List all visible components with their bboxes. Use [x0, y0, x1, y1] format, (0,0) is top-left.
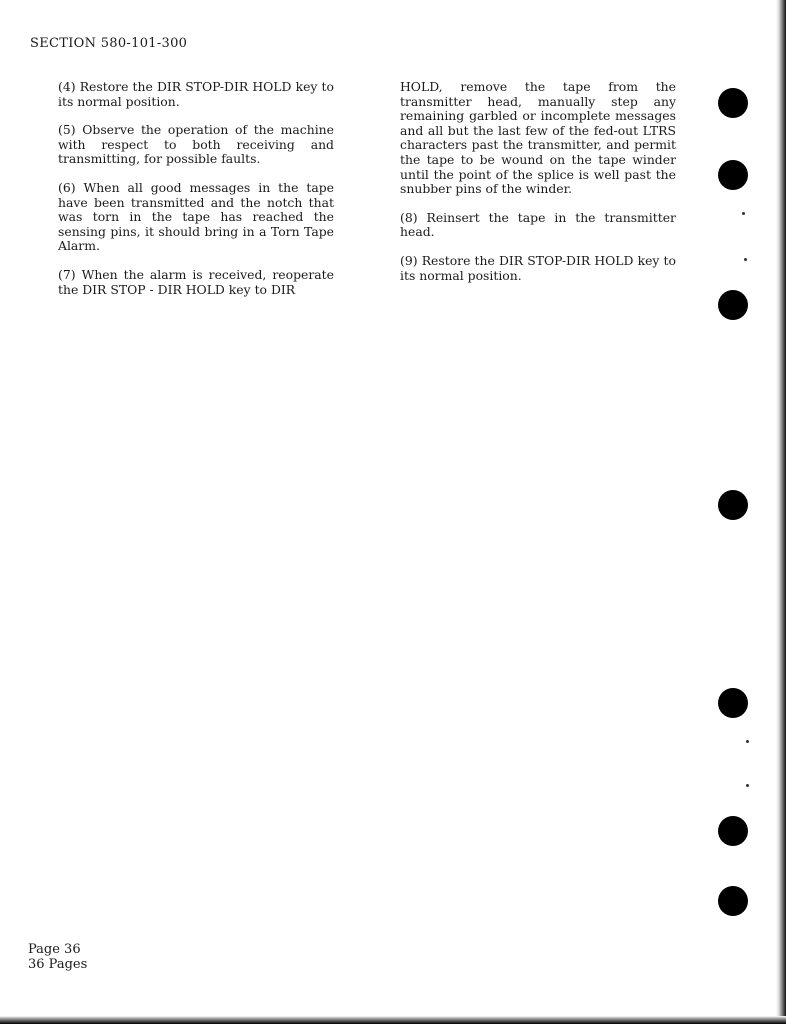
step-number: (9)	[400, 252, 418, 268]
left-column	[58, 80, 334, 311]
step-7-continued	[400, 80, 676, 197]
step-4	[58, 80, 334, 109]
punch-hole-icon	[718, 88, 748, 118]
page-footer	[28, 942, 87, 972]
section-header: SECTION 580-101-300	[30, 36, 188, 51]
step-number: (8)	[400, 209, 418, 225]
step-number: (4)	[58, 79, 76, 94]
step-text: Observe the operation of the machine with respect to both receiving and transmitting, for possible faults.	[58, 122, 334, 167]
step-text: When all good messages in the tape have been transmitted and the notch that was torn in the tape has reached the sensing pins, it should bring in a Torn Tape Alarm.	[58, 179, 334, 254]
punch-hole-icon	[718, 886, 748, 916]
step-text: HOLD, remove the tape from the transmitter head, manually step any remaining garbled or incomplete messages and all but the last few of the fed-out LTRS characters past the transmitter, and permit the tape to be wound on the tape winder until the point of the splice is well past the snubber pins of the winder.	[400, 79, 676, 197]
step-text: Reinsert the tape in the transmitter head.	[400, 209, 676, 240]
scan-edge-right	[776, 0, 786, 1024]
step-text: Restore the DIR STOP-DIR HOLD key to its normal position.	[58, 79, 334, 109]
right-column	[400, 80, 676, 297]
step-6	[58, 181, 334, 254]
step-text: When the alarm is received, reoperate the DIR STOP - DIR HOLD key to DIR	[58, 266, 334, 297]
scan-speck	[744, 258, 747, 261]
scan-edge-bottom	[0, 1016, 786, 1024]
scan-speck	[742, 212, 745, 215]
page-count: 36 Pages	[28, 957, 88, 972]
punch-hole-icon	[718, 688, 748, 718]
scan-speck	[746, 740, 749, 743]
step-number: (6)	[58, 179, 76, 195]
punch-hole-icon	[718, 490, 748, 520]
punch-hole-icon	[718, 290, 748, 320]
page-number: Page 36	[28, 942, 81, 957]
step-5	[58, 123, 334, 167]
step-8	[400, 211, 676, 240]
step-number: (5)	[58, 122, 76, 138]
step-9	[400, 254, 676, 283]
step-number: (7)	[58, 266, 76, 282]
step-7	[58, 268, 334, 297]
scan-speck	[746, 784, 749, 787]
punch-hole-icon	[718, 160, 748, 190]
punch-hole-icon	[718, 816, 748, 846]
step-text: Restore the DIR STOP-DIR HOLD key to its normal position.	[400, 252, 676, 283]
